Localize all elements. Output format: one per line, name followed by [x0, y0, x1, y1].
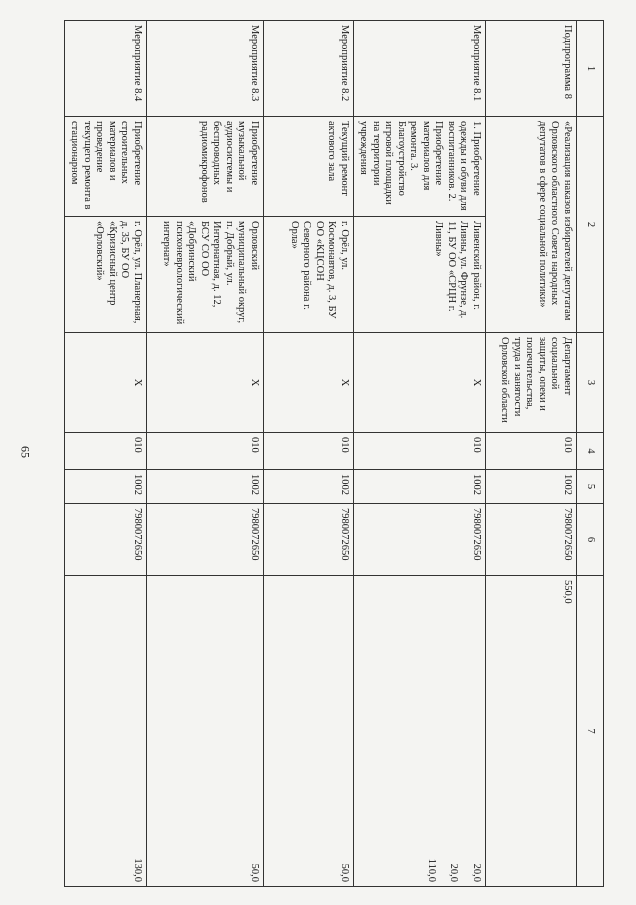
- activity-amounts: [264, 576, 354, 887]
- activity-code-4: 010: [354, 433, 486, 470]
- activity-label: Мероприятие 8.3: [147, 21, 264, 117]
- amount-value: 20,0: [471, 863, 482, 882]
- amount-value: 20,0: [448, 863, 460, 882]
- activity-description: 1. Приобретение одежды и обуви для воспитанников. 2. Приобретение материалов для ремонта. 3. Благоустройство игровой площадки на территории учреждения: [354, 117, 486, 217]
- activity-amounts: [65, 576, 147, 887]
- budget-table: [64, 20, 604, 887]
- header-row: [577, 21, 604, 887]
- table-row: [65, 21, 147, 887]
- program-row: [486, 21, 577, 887]
- rotated-table-container: [69, 20, 604, 886]
- program-code-5: 1002: [486, 470, 577, 504]
- activity-code-5: 1002: [264, 470, 354, 504]
- program-department: Департамент социальной защиты, опеки и попечительства, труда и занятости Орловской области: [486, 333, 577, 433]
- activity-label: Мероприятие 8.2: [264, 21, 354, 117]
- header-cell-5: 5: [577, 470, 604, 504]
- activity-dept-mark: Х: [354, 333, 486, 433]
- program-code-4: 010: [486, 433, 577, 470]
- header-cell-2: 2: [577, 117, 604, 333]
- activity-location: г. Орёл, ул. Космонавтов, д. 3, БУ ОО «КЦСОН Северного района г. Орла»: [264, 217, 354, 333]
- header-cell-6: 6: [577, 504, 604, 576]
- amount-value: 130,0: [132, 858, 143, 882]
- program-amount: 550,0: [486, 576, 577, 887]
- header-cell-3: 3: [577, 333, 604, 433]
- table-row: [264, 21, 354, 887]
- activity-dept-mark: Х: [264, 333, 354, 433]
- activity-label: Мероприятие 8.4: [65, 21, 147, 117]
- amount-value: 110,0: [426, 858, 437, 882]
- activity-code-4: 010: [264, 433, 354, 470]
- activity-code-6: 7980072650: [65, 504, 147, 576]
- header-cell-1: 1: [577, 21, 604, 117]
- activity-dept-mark: Х: [147, 333, 264, 433]
- activity-code-4: 010: [147, 433, 264, 470]
- activity-description: Приобретение музыкальной аудиосистемы и беспроводных радиомикрофонов: [147, 117, 264, 217]
- table-row: [147, 21, 264, 887]
- page-number: 65: [18, 446, 33, 458]
- activity-code-6: 7980072650: [147, 504, 264, 576]
- activity-code-5: 1002: [354, 470, 486, 504]
- activity-dept-mark: Х: [65, 333, 147, 433]
- program-code-6: 7980072650: [486, 504, 577, 576]
- activity-code-4: 010: [65, 433, 147, 470]
- amount-value: 50,0: [339, 863, 350, 882]
- program-title: «Реализация наказов избирателей депутатам Орловского областного Совета народных депутатов в сфере социальной политики»: [486, 117, 577, 333]
- table-row: [354, 21, 486, 887]
- activity-description: Текущий ремонт актового зала: [264, 117, 354, 217]
- activity-code-6: 7980072650: [354, 504, 486, 576]
- header-cell-4: 4: [577, 433, 604, 470]
- activity-description: Приобретение строительных материалов и проведение текущего ремонта в стационарном: [65, 117, 147, 217]
- activity-amounts: [354, 576, 486, 887]
- header-cell-7: 7: [577, 576, 604, 887]
- activity-amounts: [147, 576, 264, 887]
- activity-code-5: 1002: [65, 470, 147, 504]
- activity-location: г. Орёл, ул. Планерная, д. 35, БУ ОО «Кризисный центр «Орловский»: [65, 217, 147, 333]
- activity-location: Ливенский район, г. Ливны, ул. Фрунзе, д. 11, БУ ОО «СРЦН г. Ливны»: [354, 217, 486, 333]
- activity-location: Орловский муниципальный округ, п. Добрый, ул. Интернатная, д. 12, БСУ СО ОО «Добринский психоневрологический интернат»: [147, 217, 264, 333]
- activity-code-6: 7980072650: [264, 504, 354, 576]
- document-table-area: [69, 20, 604, 886]
- activity-code-5: 1002: [147, 470, 264, 504]
- activity-label: Мероприятие 8.1: [354, 21, 486, 117]
- amount-value: 50,0: [249, 863, 260, 882]
- program-label: Подпрограмма 8: [486, 21, 577, 117]
